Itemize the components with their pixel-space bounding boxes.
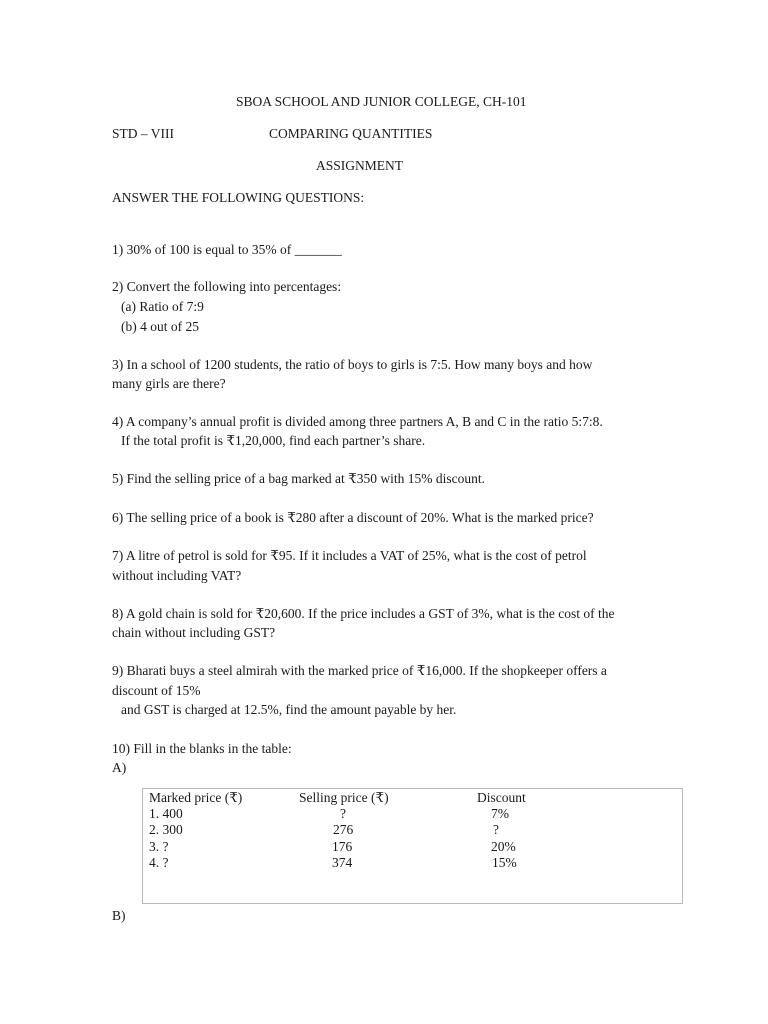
question-3-line-2: many girls are there? (112, 376, 226, 391)
question-10: 10) Fill in the blanks in the table: (112, 741, 292, 756)
table-cell: 176 (332, 839, 353, 854)
assignment-title: ASSIGNMENT (316, 158, 404, 173)
question-4-line-1: 4) A company’s annual profit is divided among three partners A, B and C in the ratio 5:7:8. (112, 414, 603, 429)
std-label: STD – VIII (112, 126, 174, 141)
question-6: 6) The selling price of a book is ₹280 after a discount of 20%. What is the marked price? (112, 510, 594, 525)
instruction: ANSWER THE FOLLOWING QUESTIONS: (112, 190, 365, 205)
table-cell: 374 (332, 855, 353, 870)
question-2b: (b) 4 out of 25 (121, 319, 199, 334)
question-3-line-1: 3) In a school of 1200 students, the ratio of boys to girls is 7:5. How many boys and how (112, 357, 593, 372)
table-cell: 15% (492, 855, 517, 870)
table-header-selling-price: Selling price (₹) (299, 790, 389, 805)
question-5: 5) Find the selling price of a bag marked at ₹350 with 15% discount. (112, 471, 486, 486)
school-title: SBOA SCHOOL AND JUNIOR COLLEGE, CH-101 (236, 94, 527, 109)
question-8-line-1: 8) A gold chain is sold for ₹20,600. If the price includes a GST of 3%, what is the cost of the (112, 606, 615, 621)
question-9-line-2: discount of 15% (112, 683, 201, 698)
question-2a: (a) Ratio of 7:9 (121, 299, 204, 314)
table-cell: ? (493, 822, 499, 837)
question-7-line-1: 7) A litre of petrol is sold for ₹95. If it includes a VAT of 25%, what is the cost of petrol (112, 548, 587, 563)
table-cell: 2. 300 (149, 822, 183, 837)
table-cell: 276 (333, 822, 354, 837)
table-header-marked-price: Marked price (₹) (149, 790, 243, 805)
table-cell: 1. 400 (149, 806, 183, 821)
table-header-discount: Discount (477, 790, 526, 805)
table-cell: 3. ? (149, 839, 169, 854)
question-9-line-3: and GST is charged at 12.5%, find the amount payable by her. (121, 702, 457, 717)
question-4-line-2: If the total profit is ₹1,20,000, find each partner’s share. (121, 433, 426, 448)
table-cell: ? (340, 806, 346, 821)
fill-in-table (142, 788, 683, 904)
subject-title: COMPARING QUANTITIES (269, 126, 433, 141)
table-cell: 4. ? (149, 855, 169, 870)
question-2: 2) Convert the following into percentages: (112, 279, 342, 294)
part-a-label: A) (112, 760, 127, 775)
question-7-line-2: without including VAT? (112, 568, 242, 583)
table-cell: 7% (491, 806, 509, 821)
question-9-line-1: 9) Bharati buys a steel almirah with the marked price of ₹16,000. If the shopkeeper offers a (112, 663, 607, 678)
table-cell: 20% (491, 839, 516, 854)
part-b-label: B) (112, 908, 126, 923)
question-8-line-2: chain without including GST? (112, 625, 276, 640)
question-1: 1) 30% of 100 is equal to 35% of _______ (112, 242, 342, 257)
